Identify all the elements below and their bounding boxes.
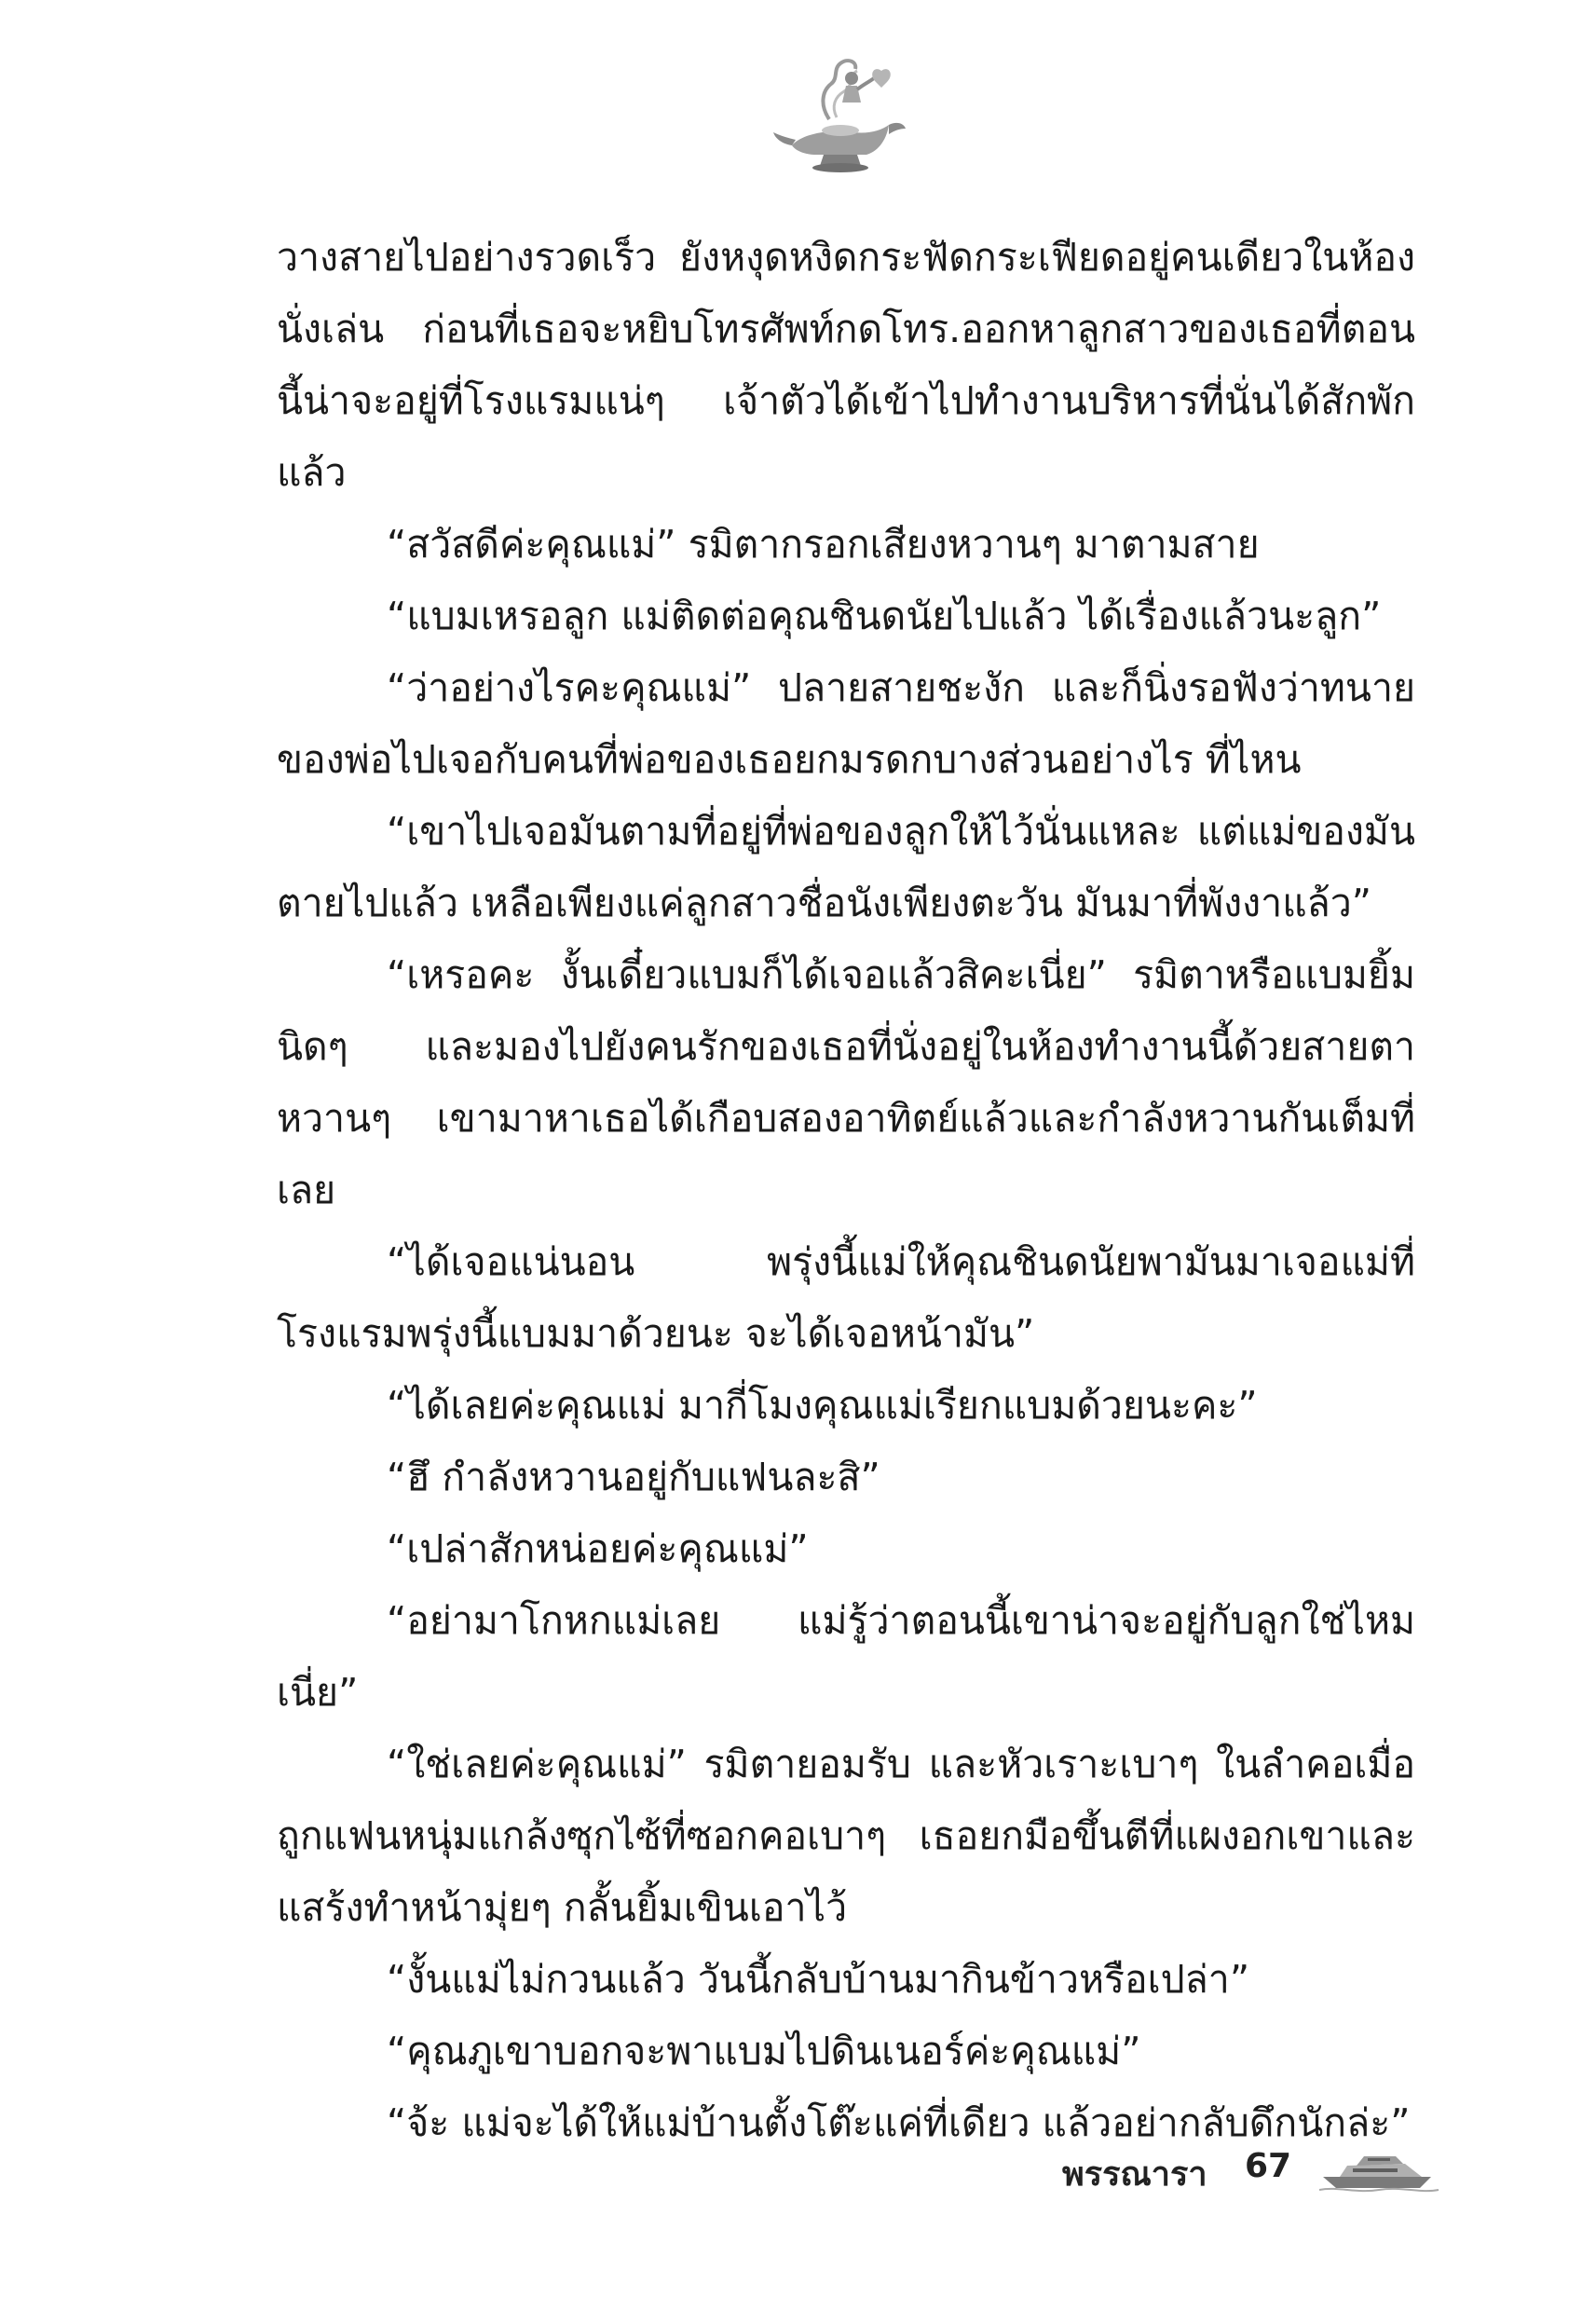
page-number: 67 <box>1245 2147 1292 2185</box>
paragraph: “เขาไปเจอมันตามที่อยู่ที่พ่อของลูกให้ไว้นั่นแหละ แต่แม่ของมันตายไปแล้ว เหลือเพียงแค่ลูกสาวชื่อนังเพียงตะวัน มันมาที่พังงาแล้ว” <box>277 809 1415 925</box>
yacht-icon <box>1319 2143 1440 2195</box>
paragraph: “แบมเหรอลูก แม่ติดต่อคุณชินดนัยไปแล้ว ได้เรื่องแล้วนะลูก” <box>387 594 1382 638</box>
paragraph: “ว่าอย่างไรคะคุณแม่” ปลายสายชะงัก และก็นิ่งรอฟังว่าทนายของพ่อไปเจอกับคนที่พ่อของเธอยกมรดกบางส่วนอย่างไร ที่ไหน <box>277 665 1415 782</box>
paragraph: วางสายไปอย่างรวดเร็ว ยังหงุดหงิดกระฟัดกระเฟียดอยู่คนเดียวในห้องนั่งเล่น ก่อนที่เธอจะหยิบโทรศัพท์กดโทร.ออกหาลูกสาวของเธอที่ตอนนี้น่าจะอยู่ที่โรงแรมแน่ๆ เจ้าตัวได้เข้าไปทำงานบริหารที่นั่นได้สักพักแล้ว <box>277 235 1415 495</box>
paragraph: “เหรอคะ งั้นเดี๋ยวแบมก็ได้เจอแล้วสิคะเนี่ย” รมิตาหรือแบมยิ้มนิดๆ และมองไปยังคนรักของเธอที่นั่งอยู่ในห้องทำงานนี้ด้วยสายตาหวานๆ เขามาหาเธอได้เกือบสองอาทิตย์แล้วและกำลังหวานกันเต็มที่เลย <box>277 952 1415 1212</box>
paragraph: “ได้เจอแน่นอน พรุ่งนี้แม่ให้คุณชินดนัยพามันมาเจอแม่ที่โรงแรมพรุ่งนี้แบมมาด้วยนะ จะได้เจอหน้ามัน” <box>277 1239 1415 1356</box>
paragraph: “คุณภูเขาบอกจะพาแบมไปดินเนอร์ค่ะคุณแม่” <box>387 2029 1141 2073</box>
body-text <box>277 222 1415 2159</box>
paragraph: “จ้ะ แม่จะได้ให้แม่บ้านตั้งโต๊ะแค่ที่เดียว แล้วอย่ากลับดึกนักล่ะ” <box>387 2100 1411 2145</box>
paragraph: “ได้เลยค่ะคุณแม่ มากี่โมงคุณแม่เรียกแบมด้วยนะคะ” <box>387 1383 1258 1428</box>
paragraph: “เปล่าสักหน่อยค่ะคุณแม่” <box>387 1526 809 1571</box>
page-footer <box>1062 2143 1453 2199</box>
paragraph: “อย่ามาโกหกแม่เลย แม่รู้ว่าตอนนี้เขาน่าจะอยู่กับลูกใช่ไหมเนี่ย” <box>277 1598 1415 1715</box>
paragraph: “งั้นแม่ไม่กวนแล้ว วันนี้กลับบ้านมากินข้าวหรือเปล่า” <box>387 1957 1250 2002</box>
paragraph: “ฮึ กำลังหวานอยู่กับแฟนละสิ” <box>387 1455 880 1499</box>
paragraph: “ใช่เลยค่ะคุณแม่” รมิตายอมรับ และหัวเราะเบาๆ ในลำคอเมื่อถูกแฟนหนุ่มแกล้งซุกไซ้ที่ซอกคอเบาๆ เธอยกมือขึ้นตีที่แผงอกเขาและแสร้งทำหน้ามุ่ยๆ กลั้นยิ้มเขินเอาไว้ <box>277 1742 1415 1930</box>
genie-lamp-ornament-icon <box>764 54 913 185</box>
book-title: พรรณารา <box>1062 2155 1207 2194</box>
paragraph: “สวัสดีค่ะคุณแม่” รมิตากรอกเสียงหวานๆ มาตามสาย <box>387 522 1260 567</box>
